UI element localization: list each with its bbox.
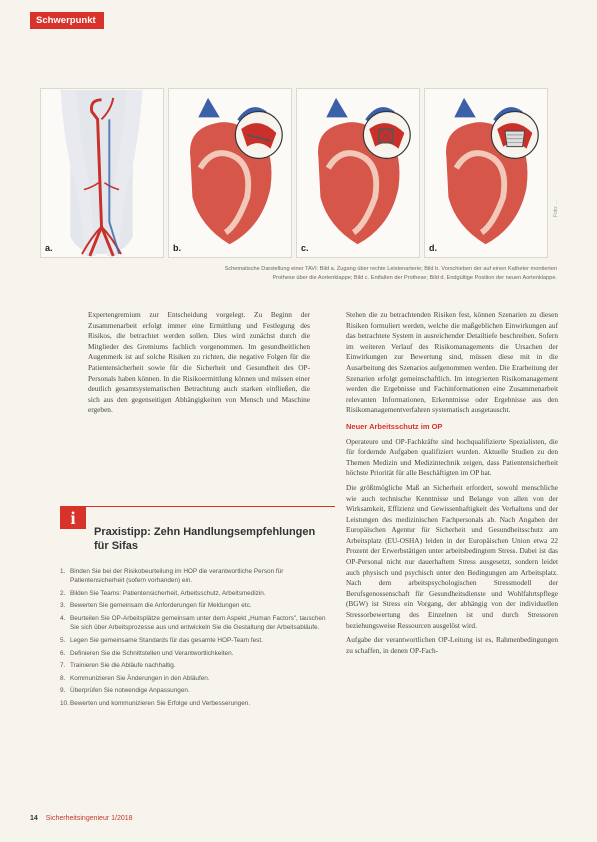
page-number: 14 (30, 815, 38, 822)
item-number: 7. (60, 662, 66, 670)
list-item (60, 686, 335, 695)
figure-panel-b (168, 88, 292, 258)
panel-letter: c. (301, 243, 309, 253)
magazine-name: Sicherheitsingenieur 1/2018 (45, 815, 133, 822)
body-paragraph: Expertengremium zur Entscheidung vorgelegt. Zu Beginn der Zusammenarbeit erfolgt immer eine Ermittlung und Festlegung des Risikos, die betrachtet werden sollen. Dies wird zunächst durch die Mitglieder des Gremiums fachlich vorgenommen. Im gesundheitlichen Augenmerk ist auf solche Risiken zu richten, die negative Folgen für die Patientensicherheit sowie für die Sicherheit und Gesundheit des OP-Personals haben können. In die Risikoermittlung können und müssen einer deutlich gesamtsystematischen Betrachtung auch starken einfließen, die sich aus den gegenseitigen Abhängigkeiten von Mensch und Maschine ergeben. (88, 310, 310, 415)
section-subheading: Neuer Arbeitsschutz im OP (346, 421, 443, 431)
item-number: 5. (60, 636, 66, 644)
list-item (60, 699, 335, 708)
item-text: Bewerten Sie gemeinsam die Anforderungen für Meldungen etc. (70, 602, 252, 610)
figure-panel-d (424, 88, 548, 258)
tavi-figure (40, 88, 548, 258)
list-item (60, 589, 335, 598)
body-paragraph: Aufgabe der verantwortlichen OP-Leitung ist es, Rahmenbedingungen zu schaffen, in denen OP-Fach- (346, 635, 558, 655)
page-footer (30, 815, 133, 822)
item-text: Definieren Sie die Schnittstellen und Verantwortlichkeiten. (70, 649, 234, 657)
item-number: 2. (60, 589, 66, 597)
right-column (346, 310, 558, 660)
list-item (60, 601, 335, 610)
list-item (60, 674, 335, 683)
item-number: 9. (60, 687, 66, 695)
list-item (60, 661, 335, 670)
panel-letter: d. (429, 243, 437, 253)
panel-letter: b. (173, 243, 181, 253)
item-number: 8. (60, 674, 66, 682)
item-number: 4. (60, 615, 66, 623)
item-text: Kommunizieren Sie Änderungen in den Abläufen. (70, 674, 210, 682)
figure-caption (75, 265, 557, 283)
figure-panel-a (40, 88, 164, 258)
item-number: 10. (60, 699, 69, 707)
panel-letter: a. (45, 243, 53, 253)
item-text: Binden Sie bei der Risikobeurteilung im HOP die verantwortliche Person für Patientensicherheit (sofern vorhanden) ein. (70, 568, 284, 585)
practice-tip-box (60, 506, 335, 792)
body-paragraph: Stehen die zu betrachtenden Risiken fest, können Szenarien zu diesen Risiken formuliert werden, welche die maßgeblichen Einwirkungen auf das betrachtete System in ausreichender Detailtiefe beschreiben. Sofern im weiteren Verlauf des Risikomanagements die Ursachen der Einwirkungen zur Bewertung sind, müssen diese mit in die Ausarbeitung des Szenarios aufgenommen werden. Die Erarbeitung der Szenarien erfolgt gemeinschaftlich. Im integrierten Risikomanagement werden die Ergebnisse und Fachinformationen eine Zusammenarbeit relevanten Informationen, Erkenntnisse oder Ergebnisse aus den Risikomanagementverfahren systematisch ausgetauscht. (346, 310, 558, 415)
item-number: 1. (60, 568, 66, 575)
tip-title: Praxistipp: Zehn Handlungsempfehlungen für Sifas (94, 526, 316, 552)
info-icon: i (60, 507, 86, 529)
list-item (60, 614, 335, 633)
list-item (60, 636, 335, 645)
tip-list (60, 567, 335, 712)
left-column (88, 310, 310, 420)
item-text: Bilden Sie Teams: Patientensicherheit, Arbeitsschutz, Arbeitsmedizin. (70, 589, 266, 597)
section-tab: Schwerpunkt (30, 12, 104, 29)
item-text: Trainieren Sie die Abläufe nachhaltig. (70, 662, 176, 670)
figure-panel-c (296, 88, 420, 258)
item-number: 3. (60, 602, 66, 610)
photo-credit: Foto: ... (553, 200, 559, 217)
heart-illustration (169, 89, 291, 257)
item-text: Legen Sie gemeinsame Standards für das gesamte HOP-Team fest. (70, 636, 263, 644)
item-text: Überprüfen Sie notwendige Anpassungen. (70, 687, 190, 695)
heart-illustration (425, 89, 547, 257)
body-paragraph: Operateure und OP-Fachkräfte sind hochqualifizierte Spezialisten, die für fordernde Aufgaben qualifiziert wurden. Aktuelle Studien zu den Themen Medizin und Medizintechnik zeigen, dass Patientensicherheit höchste Priorität für alle Beschäftigten im OP hat. (346, 436, 558, 478)
item-text: Bewerten und kommunizieren Sie Erfolge und Verbesserungen. (70, 699, 251, 707)
body-paragraph: Die größtmögliche Maß an Sicherheit erfordert, sowohl menschliche wie auch technische Kenntnisse und Belange von allen von der Wirksamkeit, Effizienz und Gewissenhaftigkeit des Verhaltens und der Leistungen des medizinischen Fachpersonals ab. Nach Angaben der Europäischen Agentur für Sicherheit und Gesundheitsschutz am Arbeitsplatz (EU-OSHA) leiden in der Europäischen Union etwa 22 Prozent der Erwerbstätigen unter arbeitsbedingtem Stress. Dabei ist das OP-Personal nicht nur dauerhaftem Stress ausgesetzt, sondern leidet auch physisch und psychisch unter den Bedingungen am Arbeitsplatz. Nach dem arbeitspsychologischen Stressmodell der Berufsgenossenschaft für Gesundheitsdienste und Wohlfahrtspflege (BGW) ist Stress ein Vorgang, der abhängig von der individuellen Stressorbewertung des Einzelnen ist und durch Stressoren beziehungsweise Ressourcen ausgelöst wird. (346, 482, 558, 630)
caption-line: Prothese über die Aortenklappe; Bild c. Entfalten der Prothese; Bild d. Endgültige Position der neuen Aortenklappe. (272, 275, 557, 281)
artery-illustration (41, 89, 163, 257)
list-item (60, 567, 335, 586)
list-item (60, 649, 335, 658)
item-number: 6. (60, 649, 66, 657)
item-text: Beurteilen Sie OP-Arbeitsplätze gemeinsam unter dem Aspekt „Human Factors", tauschen Sie sich über Arbeitsprozesse aus und entwickeln Sie die Gestaltung der Arbeitsabläufe. (70, 615, 326, 632)
caption-line: Schematische Darstellung einer TAVI: Bild a. Zugang über rechte Leistenarterie; Bild b. Vorschieben der auf einen Katheter montierten (224, 266, 557, 272)
heart-illustration (297, 89, 419, 257)
